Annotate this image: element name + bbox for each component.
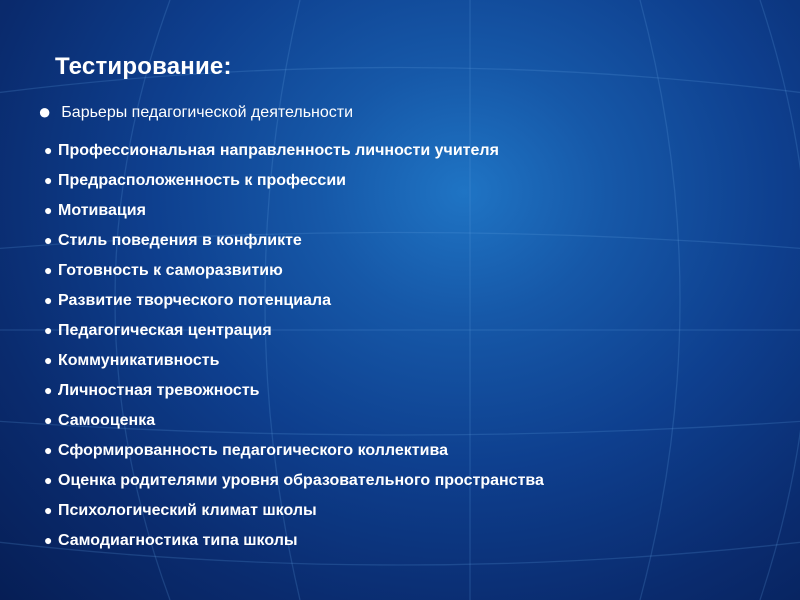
list-item <box>44 260 544 290</box>
bullet-icon: ● <box>44 232 53 248</box>
bullet-icon: ● <box>44 382 53 398</box>
bullet-icon: ● <box>44 502 53 518</box>
list-item-text: Самооценка <box>58 412 156 429</box>
list-item <box>44 410 544 440</box>
list-item <box>44 500 544 530</box>
list-item-text: Профессиональная направленность личности учителя <box>58 142 499 159</box>
list-item-text: Личностная тревожность <box>58 382 260 399</box>
list-item-text: Оценка родителями уровня образовательного пространства <box>58 472 544 489</box>
bullet-icon: ● <box>44 532 53 548</box>
list-item-text: Готовность к саморазвитию <box>58 262 283 279</box>
list-item <box>44 200 544 230</box>
list-item <box>44 440 544 470</box>
bullet-icon: ● <box>44 352 53 368</box>
list-item-text: Педагогическая центрация <box>58 322 272 339</box>
bullet-icon: ● <box>44 262 53 278</box>
topic-line <box>38 99 354 124</box>
bullet-icon: ● <box>44 472 53 488</box>
list-item-text: Сформированность педагогического коллектива <box>58 442 448 459</box>
bullet-icon: ● <box>44 322 53 338</box>
list-item <box>44 230 544 260</box>
bullet-icon: ● <box>38 99 52 124</box>
slide-title: Тестирование: <box>55 53 232 80</box>
list-item <box>44 290 544 320</box>
list-item-text: Психологический климат школы <box>58 502 317 519</box>
list-item-text: Самодиагностика типа школы <box>58 532 298 549</box>
list-item <box>44 140 544 170</box>
bullet-icon: ● <box>44 442 53 458</box>
list-item-text: Стиль поведения в конфликте <box>58 232 302 249</box>
list-item <box>44 380 544 410</box>
list-item-text: Мотивация <box>58 202 146 219</box>
list-item <box>44 470 544 500</box>
list-item <box>44 170 544 200</box>
list-item-text: Коммуникативность <box>58 352 220 369</box>
test-list <box>44 140 544 560</box>
list-item <box>44 350 544 380</box>
list-item-text: Развитие творческого потенциала <box>58 292 331 309</box>
bullet-icon: ● <box>44 292 53 308</box>
bullet-icon: ● <box>44 172 53 188</box>
bullet-icon: ● <box>44 142 53 158</box>
bullet-icon: ● <box>44 202 53 218</box>
topic-text: Барьеры педагогической деятельности <box>61 104 354 121</box>
bullet-icon: ● <box>44 412 53 428</box>
list-item-text: Предрасположенность к профессии <box>58 172 346 189</box>
list-item <box>44 530 544 560</box>
list-item <box>44 320 544 350</box>
